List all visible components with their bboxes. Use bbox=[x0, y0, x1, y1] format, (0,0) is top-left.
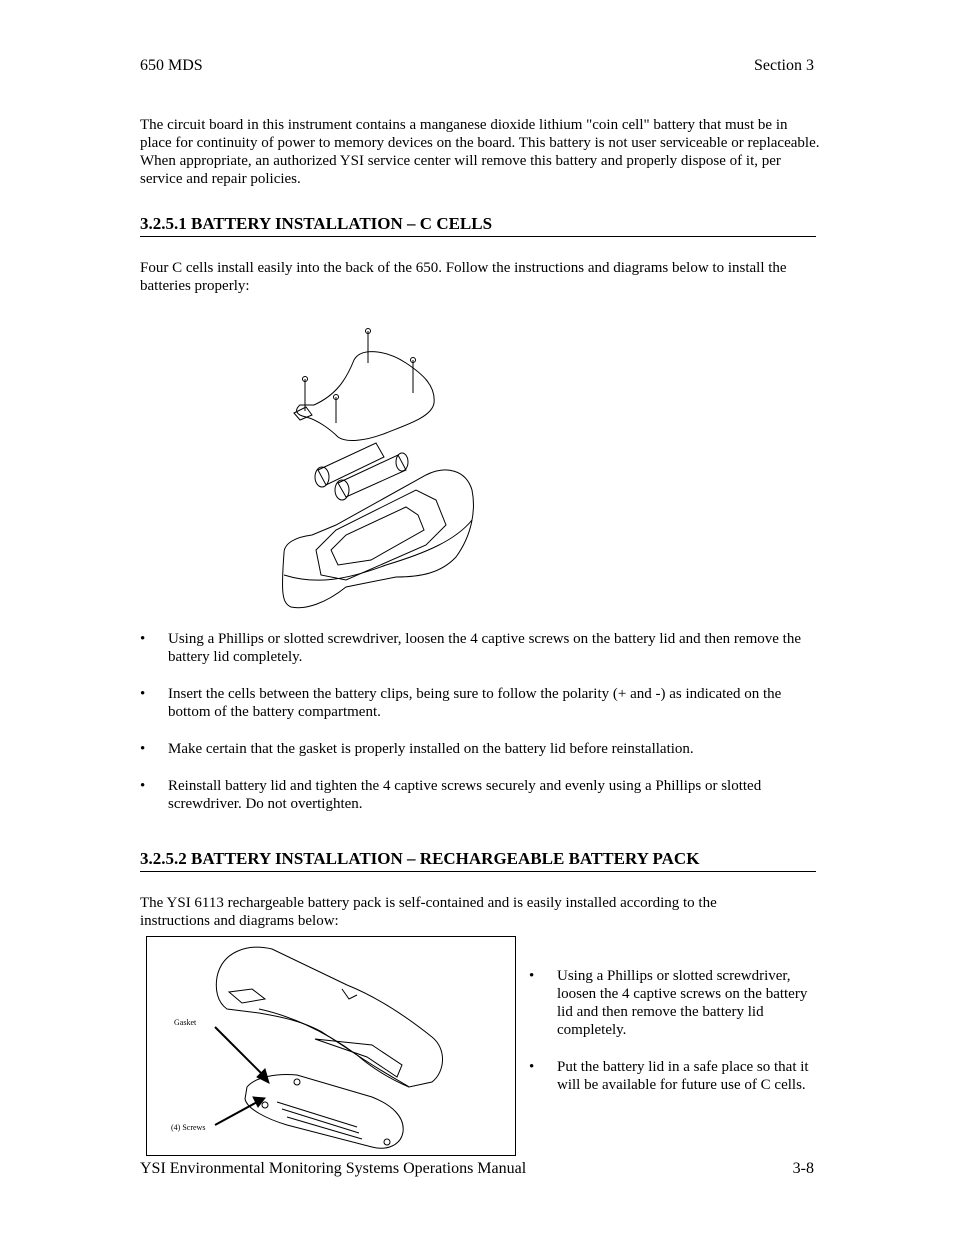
running-footer-left: YSI Environmental Monitoring Systems Operations Manual bbox=[140, 1160, 527, 1177]
c-cell-installation-diagram bbox=[276, 325, 481, 615]
section-heading-rechargeable-pack: 3.2.5.2 BATTERY INSTALLATION – RECHARGEABLE BATTERY PACK bbox=[140, 849, 816, 872]
c-cell-battery-icon bbox=[315, 443, 408, 500]
screws-label: (4) Screws bbox=[171, 1123, 206, 1132]
running-header-right: Section 3 bbox=[754, 57, 814, 74]
list-item: • Reinstall battery lid and tighten the 4 captive screws securely and evenly using a Phillips or slotted screwdriver. Do not overtighten. bbox=[140, 778, 762, 812]
intro-paragraph: The circuit board in this instrument contains a manganese dioxide lithium "coin cell" battery that must be in place for continuity of power to memory devices on the board. This battery is not user serviceable or replaceable. When appropriate, an authorized YSI service center will remove this battery and properly dispose of it, per service and repair policies. bbox=[140, 117, 820, 187]
list-item: • Put the battery lid in a safe place so that it will be available for future use of C cells. bbox=[529, 1059, 809, 1093]
rechargeable-pack-figure bbox=[146, 936, 516, 1156]
page-number: 3-8 bbox=[792, 1160, 814, 1177]
section-heading-c-cells: 3.2.5.1 BATTERY INSTALLATION – C CELLS bbox=[140, 214, 816, 237]
list-item: • Using a Phillips or slotted screwdriver, loosen the 4 captive screws on the battery lid and then remove the battery lid completely. bbox=[140, 631, 801, 665]
c-cells-instruction-list bbox=[140, 630, 815, 832]
list-item: • Make certain that the gasket is properly installed on the battery lid before reinstallation. bbox=[140, 741, 694, 757]
screw-icon bbox=[303, 329, 416, 424]
list-item: • Insert the cells between the battery clips, being sure to follow the polarity (+ and -) as indicated on the bottom of the battery compartment. bbox=[140, 686, 782, 720]
rechargeable-instruction-list bbox=[529, 967, 814, 1113]
c-cells-paragraph: Four C cells install easily into the back of the 650. Follow the instructions and diagrams below to install the batteries properly: bbox=[140, 260, 787, 294]
gasket-label: Gasket bbox=[174, 1018, 197, 1027]
rechargeable-paragraph: The YSI 6113 rechargeable battery pack is self-contained and is easily installed according to the instructions and diagrams below: bbox=[140, 895, 717, 929]
list-item: • Using a Phillips or slotted screwdriver, loosen the 4 captive screws on the battery lid and then remove the battery lid completely. bbox=[529, 968, 808, 1038]
running-header-left: 650 MDS bbox=[140, 57, 203, 74]
